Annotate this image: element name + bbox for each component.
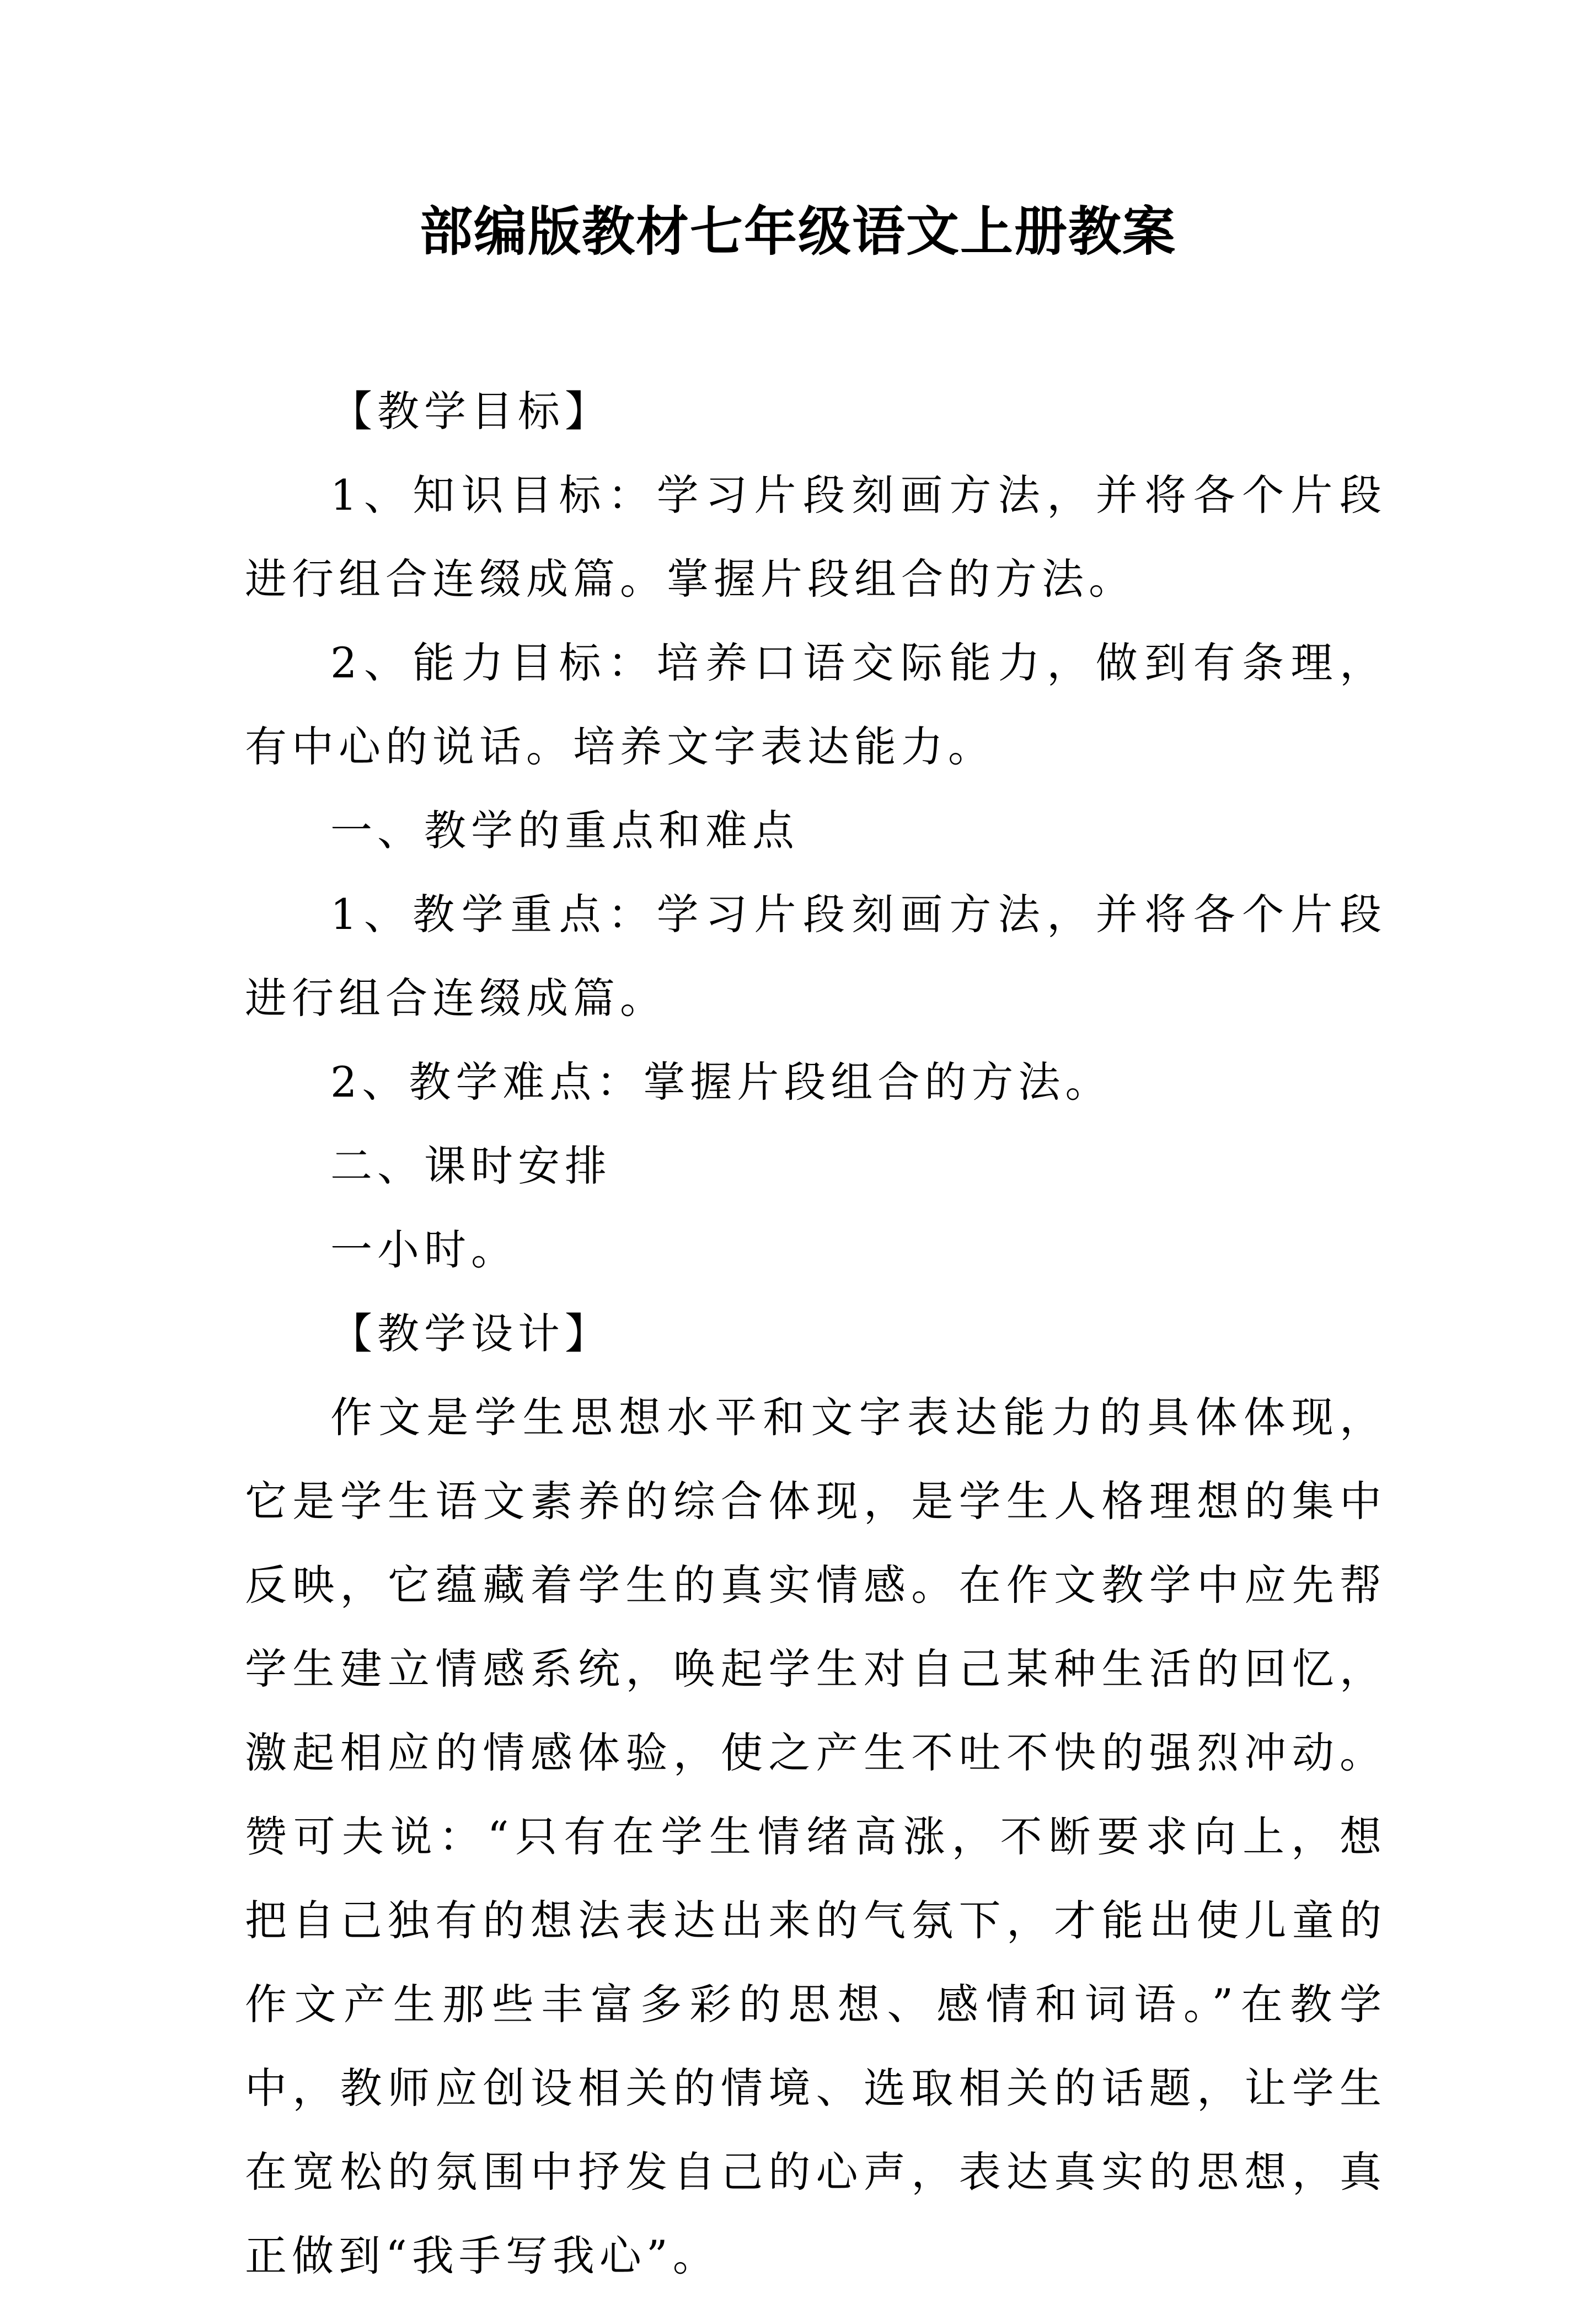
document-body — [245, 370, 1386, 2298]
class-duration-text: 一小时。 — [330, 1225, 518, 1274]
document-title: 部编版教材七年级语文上册教案 — [420, 201, 1176, 263]
heading-teaching-design: 【教学设计】 — [330, 1309, 612, 1358]
heading-key-and-difficult-points: 一、教学的重点和难点 — [330, 806, 799, 855]
heading-teaching-objectives: 【教学目标】 — [330, 387, 612, 436]
teaching-design-paragraph: 作文是学生思想水平和文字表达能力的具体体现，它是学生语文素养的综合体现，是学生人格理想的集中反映，它蕴藏着学生的真实情感。在作文教学中应先帮学生建立情感系统，唤起学生对自己某种生活的回忆，激起相应的情感体验，使之产生不吐不快的强烈冲动。赞可夫说：“只有在学生情绪高涨，不断要求向上，想把自己独有的想法表达出来的气氛下，才能出使儿童的作文产生那些丰富多彩的思想、感情和词语。”在教学中，教师应创设相关的情境、选取相关的话题，让学生在宽松的氛围中抒发自己的心声，表达真实的思想，真正做到“我手写我心”。 — [245, 1393, 1386, 2280]
knowledge-objective-paragraph: 1、知识目标：学习片段刻画方法，并将各个片段进行组合连缀成篇。掌握片段组合的方法。 — [245, 471, 1386, 603]
teaching-difficulty-paragraph: 2、教学难点：掌握片段组合的方法。 — [330, 1057, 1112, 1107]
heading-class-schedule: 二、课时安排 — [330, 1141, 612, 1190]
teaching-key-point-paragraph: 1、教学重点：学习片段刻画方法，并将各个片段进行组合连缀成篇。 — [245, 890, 1386, 1023]
ability-objective-paragraph: 2、能力目标：培养口语交际能力，做到有条理，有中心的说话。培养文字表达能力。 — [245, 638, 1386, 771]
